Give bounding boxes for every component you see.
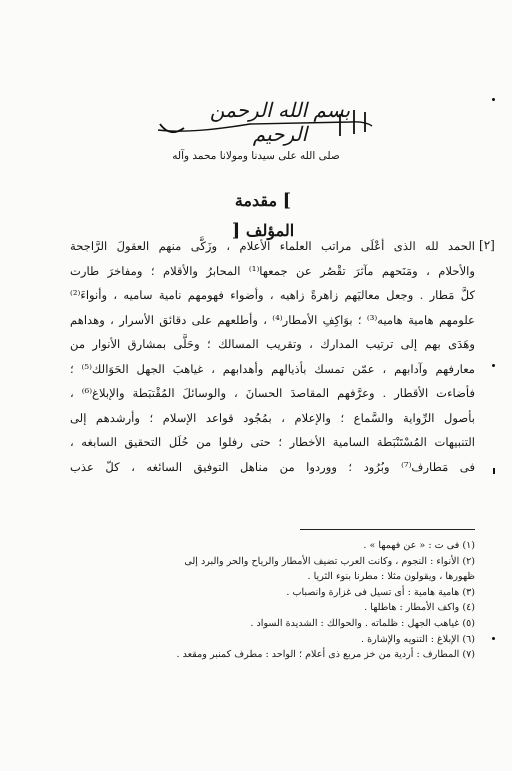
footnote: (٣) هامية هامية : أى تسيل فى غزارة وانصباب . <box>286 586 475 598</box>
footnote: (٢) الأنواء : النجوم ، وكانت العرب تضيف الأمطار والرياح والحر والبرد إلى <box>184 555 475 567</box>
body-line: علومهم هامية هاميه⁽³⁾ ؛ بوَاكِفِ الأمطار⁽⁴⁾ ، وأطلعهم على دقائق الأسرار ، وهداهم <box>70 312 475 327</box>
body-line: وهَدَى بهم إلى ترتيب المدارك ، وتقريب المسالك ؛ وحَلَّى بمشارق الأنوار من <box>70 337 475 351</box>
heading-bracket-open: ] <box>282 190 292 211</box>
salawat-line: صلى الله على سيدنا ومولانا محمد وآله <box>172 150 340 162</box>
footnote: (٦) الإبلاغ : التنويه والإشارة . <box>361 633 475 645</box>
footnote: (١) فى ت : « عن فهمها » . <box>363 540 475 551</box>
footnote: (٤) واكف الأمطار : هاطلها . <box>364 602 475 614</box>
footnote-rule <box>300 529 475 530</box>
margin-mark <box>492 98 495 101</box>
footnote: ظهورها ، ويقولون مثلا : مطرنا بنوء الثريا . <box>307 571 475 583</box>
page-marker: [٢] <box>479 238 495 252</box>
footnote: (٧) المطارف : أردية من خز مربع ذى أعلام ؛ الواحد : مطرف كمنبر ومقعد . <box>176 649 475 661</box>
body-line: معارفهم وآدابهم ، عمّن تمسك بأذيالهم وأهدابهم ، غياهبَ الجهل الحَوَالك⁽⁵⁾ ؛ <box>70 361 475 376</box>
section-heading <box>208 186 318 241</box>
body-line: فى مَطارف⁽⁷⁾ وبُرُود ؛ ووردوا من مناهل التوفيق السائغه ، كلّ عذب <box>70 459 475 474</box>
body-paragraph <box>70 234 475 479</box>
section-title: مقدمة المؤلف <box>234 191 295 240</box>
footnotes <box>140 538 475 663</box>
margin-mark <box>493 468 495 474</box>
body-line: بأصول الرِّواية والسَّماع ؛ والإعلام ، بمُجُود قواعد الإسلام ؛ وأرشدهم إلى <box>70 410 475 425</box>
body-line: التنبيهات المُسْتَنْبَطة السامية الأخطار ؛ حتى رفلوا من حُلَل التحقيق السابغه ، <box>70 435 475 449</box>
margin-mark <box>492 364 495 367</box>
body-line: والأحلام ، ومَنَحهم مآثرَ تقْصُر عن جمعها⁽¹⁾ المحابرُ والأقلام ؛ ومفاخرَ طارت <box>70 263 475 278</box>
heading-bracket-close: [ <box>231 220 241 241</box>
basmala-text: بسم الله الرحمن الرحيم <box>209 98 351 146</box>
margin-mark <box>492 637 495 640</box>
body-line: الحمد لله الذى أعْلَى مراتب العلماء الأعلام ، وزَكَّى منهم العقولَ الرَّاجحة <box>70 239 475 253</box>
footnote: (٥) غياهب الجهل : ظلماته . والحوالك : الشديدة السواد . <box>250 617 475 629</box>
body-line: فأضاءت الأقطار . وعرَّفهم المقاصدَ الحسانَ ، والوسائلَ المُقْتبَطة والإبلاغ⁽⁶⁾ ، <box>70 386 475 400</box>
basmala-calligraphy <box>150 94 380 146</box>
body-line: كلَّ مَطار . وجعل معاليَهم زاهرةً زاهيه ، وأضواء فهومهم نامية ساميه ، وأنواءَ⁽²⁾ <box>70 288 475 302</box>
